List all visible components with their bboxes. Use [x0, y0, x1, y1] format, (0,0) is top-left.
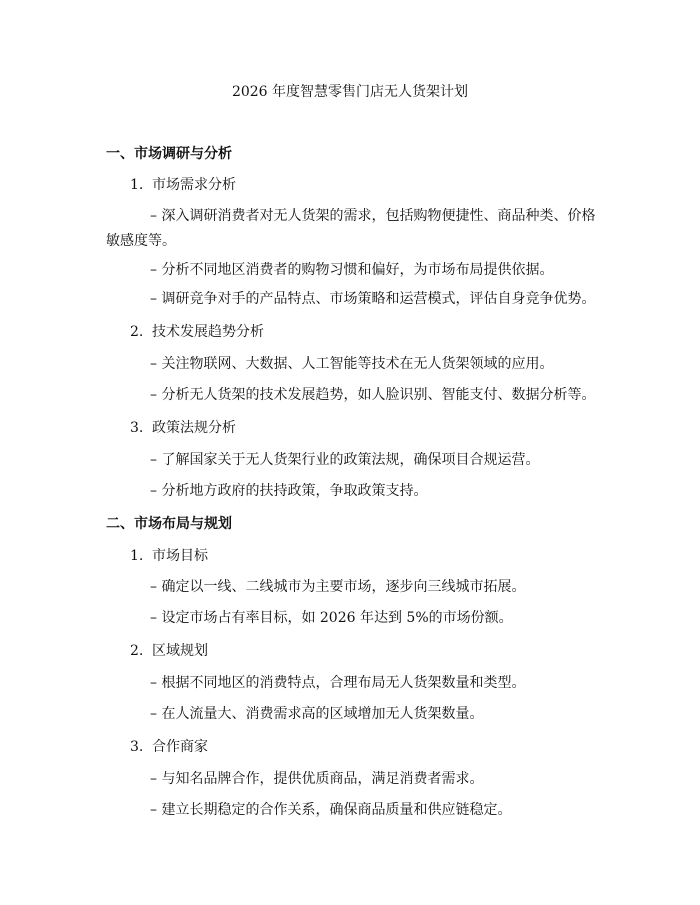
page-title: 2026 年度智慧零售门店无人货架计划	[231, 84, 469, 100]
subsection-number: 1.	[130, 548, 144, 564]
bullet-item: – 在人流量大、消费需求高的区域增加无人货架数量。	[150, 706, 484, 722]
subsection-heading	[130, 324, 264, 341]
subsection-number: 3.	[130, 739, 144, 755]
bullet-item: – 设定市场占有率目标，如 2026 年达到 5%的市场份额。	[150, 610, 513, 626]
section-heading: 一、市场调研与分析	[106, 146, 232, 162]
bullet-item: – 调研竞争对手的产品特点、市场策略和运营模式，评估自身竞争优势。	[150, 291, 596, 307]
subsection-label: 政策法规分析	[152, 420, 236, 436]
subsection-label: 区域规划	[152, 643, 208, 659]
subsection-number: 1.	[130, 177, 144, 193]
subsection-heading	[130, 177, 236, 194]
bullet-item: – 根据不同地区的消费特点，合理布局无人货架数量和类型。	[150, 675, 526, 691]
bullet-item: – 分析不同地区消费者的购物习惯和偏好，为市场布局提供依据。	[150, 262, 554, 278]
subsection-heading	[130, 420, 236, 437]
subsection-label: 合作商家	[152, 739, 208, 755]
subsection-label: 市场需求分析	[152, 177, 236, 193]
bullet-item: – 建立长期稳定的合作关系，确保商品质量和供应链稳定。	[150, 802, 512, 818]
subsection-label: 技术发展趋势分析	[152, 324, 264, 340]
subsection-number: 2.	[130, 324, 144, 340]
bullet-item: – 了解国家关于无人货架行业的政策法规，确保项目合规运营。	[150, 452, 540, 468]
subsection-heading	[130, 739, 208, 756]
bullet-item: – 确定以一线、二线城市为主要市场，逐步向三线城市拓展。	[150, 579, 526, 595]
bullet-item: – 与知名品牌合作，提供优质商品，满足消费者需求。	[150, 771, 484, 787]
bullet-item: – 分析无人货架的技术发展趋势，如人脸识别、智能支付、数据分析等。	[150, 387, 596, 403]
subsection-number: 3.	[130, 420, 144, 436]
subsection-number: 2.	[130, 643, 144, 659]
subsection-label: 市场目标	[152, 548, 208, 564]
subsection-heading	[130, 548, 208, 565]
bullet-item: – 关注物联网、大数据、人工智能等技术在无人货架领域的应用。	[150, 356, 554, 372]
section-heading: 二、市场布局与规划	[106, 516, 232, 532]
bullet-item: – 深入调研消费者对无人货架的需求，包括购物便捷性、商品种类、价格敏感度等。	[106, 208, 596, 249]
bullet-item: – 分析地方政府的扶持政策，争取政策支持。	[150, 483, 428, 499]
subsection-heading	[130, 643, 208, 660]
